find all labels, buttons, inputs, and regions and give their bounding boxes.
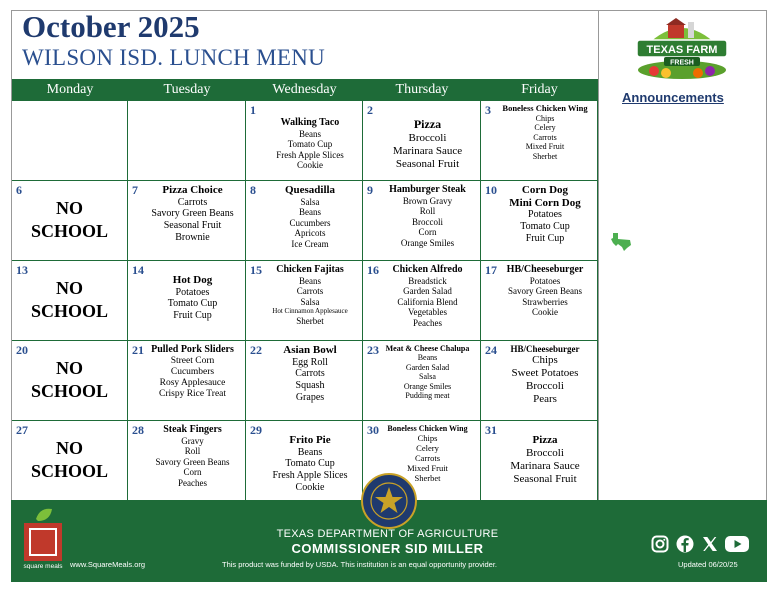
day-cell-29	[246, 421, 363, 501]
menu-item: Roll	[184, 446, 201, 457]
commissioner-name: COMMISSIONER SID MILLER	[291, 541, 484, 556]
day-cell-2	[363, 101, 481, 181]
menu-item: Strawberries	[522, 296, 568, 307]
day-cell-17	[481, 261, 598, 341]
menu-item: Pudding meat	[405, 390, 450, 400]
day-header-thursday: Thursday	[363, 79, 481, 101]
square-meals-text: square meals	[23, 563, 63, 569]
menu-item: Celery	[416, 443, 439, 454]
menu-item: Salsa	[300, 296, 320, 307]
menu-item: Corn	[418, 227, 437, 238]
menu-item: Crispy Rice Treat	[158, 389, 227, 400]
menu-item: Ice Cream	[291, 239, 329, 250]
menu-item: Carrots	[295, 368, 325, 380]
empty-day-cell	[128, 101, 246, 181]
day-cell-7	[128, 181, 246, 261]
entree-name: Chicken Alfredo	[392, 264, 463, 275]
day-number: 3	[485, 103, 491, 117]
menu-item: Beans	[299, 275, 321, 286]
menu-item: Seasonal Fruit	[513, 472, 577, 485]
menu-item: Pears	[533, 393, 557, 406]
menu-item: Seasonal Fruit	[163, 220, 222, 232]
menu-items	[495, 184, 595, 245]
day-number: 9	[367, 183, 373, 197]
day-number: 2	[367, 103, 373, 117]
department-seal	[361, 473, 417, 529]
menu-item: Fresh Apple Slices	[272, 470, 348, 482]
sidebar	[598, 11, 767, 501]
menu-item: Savory Green Beans	[508, 286, 582, 297]
texas-farm-fresh-logo	[632, 16, 732, 82]
no-school-label: NO SCHOOL	[30, 278, 109, 321]
menu-items	[142, 344, 243, 400]
entree-name: Pizza	[413, 117, 442, 131]
day-header-friday: Friday	[481, 79, 598, 101]
menu-items	[377, 344, 478, 400]
menu-items	[495, 344, 595, 406]
menu-item: Carrots	[296, 286, 324, 297]
day-number: 6	[16, 183, 22, 197]
day-number: 17	[485, 263, 497, 277]
menu-item: Egg Roll	[292, 356, 328, 368]
menu-item: Broccoli	[412, 216, 443, 227]
entree-name: Boneless Chicken Wing	[387, 424, 468, 433]
menu-item: Mixed Fruit	[525, 142, 565, 152]
menu-item: Broccoli	[526, 446, 564, 459]
menu-items	[142, 424, 243, 489]
menu-item: Grapes	[295, 392, 325, 404]
day-number: 30	[367, 423, 379, 437]
day-cell-23	[363, 341, 481, 421]
day-cell-1	[246, 101, 363, 181]
menu-item: Salsa	[419, 372, 436, 382]
day-cell-6	[12, 181, 128, 261]
menu-item: California Blend	[397, 296, 458, 307]
menu-item: Tomato Cup	[520, 221, 570, 233]
instagram-icon[interactable]	[651, 535, 669, 553]
menu-items	[260, 344, 360, 404]
entree-name: Chicken Fajitas	[276, 264, 344, 275]
menu-item: Sweet Potatoes	[511, 367, 579, 380]
day-cell-14	[128, 261, 246, 341]
menu-item: Brown Gravy	[402, 195, 453, 206]
day-number: 16	[367, 263, 379, 277]
entree-name: Steak Fingers	[163, 424, 222, 435]
day-number: 13	[16, 263, 28, 277]
menu-item: Potatoes	[528, 209, 562, 221]
menu-item: Breadstick	[408, 275, 447, 286]
website-link[interactable]: www.SquareMeals.org	[70, 560, 146, 569]
entree-name-alt: Mini Corn Dog	[509, 196, 581, 209]
menu-items	[142, 264, 243, 322]
day-number: 22	[250, 343, 262, 357]
menu-items	[377, 264, 478, 329]
menu-item: Chips	[532, 354, 558, 367]
entree-name: Quesadilla	[284, 184, 336, 196]
day-number: 15	[250, 263, 262, 277]
entree-name: HB/Cheeseburger	[506, 264, 584, 275]
menu-item: Fruit Cup	[173, 310, 212, 322]
logo-text: TEXAS FARM	[646, 44, 718, 56]
menu-item: Beans	[297, 446, 323, 458]
day-cell-15	[246, 261, 363, 341]
menu-item: Cucumbers	[170, 366, 215, 377]
day-number: 7	[132, 183, 138, 197]
menu-item: Savory Green Beans	[151, 208, 234, 220]
menu-item: Carrots	[533, 132, 557, 142]
menu-items	[377, 104, 478, 171]
page-title: October 2025	[22, 9, 200, 44]
menu-item: Gravy	[181, 435, 204, 446]
day-cell-20	[12, 341, 128, 421]
day-cell-8	[246, 181, 363, 261]
day-header-wednesday: Wednesday	[246, 79, 363, 101]
menu-item: Peaches	[413, 317, 442, 328]
entree-name: Pizza Choice	[162, 184, 223, 196]
entree-name: Corn Dog	[521, 184, 569, 196]
menu-item: Corn	[183, 467, 202, 478]
announcements-heading[interactable]: Announcements	[622, 90, 724, 105]
entree-name: Walking Taco	[280, 117, 340, 128]
menu-item: Fruit Cup	[525, 232, 565, 244]
menu-item: Roll	[419, 206, 436, 217]
menu-item: Peaches	[178, 477, 207, 488]
menu-items	[495, 264, 595, 318]
entree-name: Pulled Pork Sliders	[151, 344, 234, 355]
menu-items	[377, 184, 478, 249]
entree-name: HB/Cheeseburger	[510, 344, 580, 354]
day-cell-13	[12, 261, 128, 341]
entree-name: Asian Bowl	[283, 344, 337, 356]
day-cell-16	[363, 261, 481, 341]
menu-item: Garden Salad	[403, 286, 452, 297]
day-number: 10	[485, 183, 497, 197]
menu-item: Cookie	[295, 482, 325, 494]
menu-item: Beans	[299, 207, 321, 218]
empty-day-cell	[12, 101, 128, 181]
day-number: 29	[250, 423, 262, 437]
no-school-label: NO SCHOOL	[30, 358, 109, 401]
menu-item: Mixed Fruit	[407, 463, 448, 474]
day-cell-21	[128, 341, 246, 421]
menu-items	[260, 104, 360, 171]
menu-item: Marinara Sauce	[392, 144, 463, 157]
day-number: 1	[250, 103, 256, 117]
menu-item: Carrots	[177, 196, 208, 208]
day-number: 8	[250, 183, 256, 197]
menu-item: Sherbet	[296, 315, 324, 326]
menu-item: Carrots	[414, 453, 441, 464]
youtube-icon[interactable]	[724, 535, 750, 553]
day-cell-22	[246, 341, 363, 421]
menu-item: Beans	[299, 128, 321, 139]
entree-name: Hamburger Steak	[389, 184, 466, 195]
menu-item: Cucumbers	[289, 217, 331, 228]
menu-item: Tomato Cup	[167, 298, 218, 310]
x-icon[interactable]	[701, 535, 719, 553]
day-cell-28	[128, 421, 246, 501]
menu-item: Celery	[534, 123, 556, 133]
menu-item: Vegetables	[408, 307, 447, 318]
menu-item: Beans	[417, 353, 438, 363]
menu-item: Cookie	[532, 307, 558, 318]
day-number: 20	[16, 343, 28, 357]
day-number: 14	[132, 263, 144, 277]
day-number: 21	[132, 343, 144, 357]
day-cell-10	[481, 181, 598, 261]
menu-item: Hot Cinnamon Applesauce	[272, 307, 348, 316]
menu-items	[142, 184, 243, 244]
day-number: 24	[485, 343, 497, 357]
menu-item: Sherbet	[532, 151, 558, 161]
page-subtitle: WILSON ISD. LUNCH MENU	[22, 45, 326, 70]
menu-item: Broccoli	[526, 380, 564, 393]
menu-item: Potatoes	[529, 275, 561, 286]
menu-item: Fresh Apple Slices	[276, 149, 344, 160]
menu-item: Tomato Cup	[285, 458, 335, 470]
day-number: 27	[16, 423, 28, 437]
texas-icon	[610, 232, 632, 252]
entree-name: Boneless Chicken Wing	[502, 103, 588, 113]
entree-name: Pizza	[532, 434, 558, 446]
menu-items	[260, 424, 360, 494]
no-school-label: NO SCHOOL	[30, 438, 109, 481]
menu-item: Potatoes	[175, 286, 210, 298]
day-cell-3	[481, 101, 598, 181]
department-name: TEXAS DEPARTMENT OF AGRICULTURE	[276, 528, 499, 540]
logo-subtext: FRESH	[670, 59, 694, 67]
menu-item: Squash	[295, 380, 325, 392]
day-cell-31	[481, 421, 598, 501]
day-cell-27	[12, 421, 128, 501]
menu-item: Seasonal Fruit	[395, 157, 460, 170]
menu-item: Orange Smiles	[403, 381, 452, 391]
menu-item: Broccoli	[408, 131, 447, 144]
day-cell-9	[363, 181, 481, 261]
menu-item: Tomato Cup	[287, 139, 333, 150]
entree-name: Meat & Cheese Chalupa	[385, 344, 470, 353]
menu-items	[495, 424, 595, 486]
menu-item: Street Corn	[170, 355, 215, 366]
day-header-monday: Monday	[12, 79, 128, 101]
menu-item: Chips	[417, 433, 438, 444]
menu-items	[495, 104, 595, 161]
menu-item: Savory Green Beans	[155, 456, 230, 467]
menu-item: Brownie	[175, 232, 210, 244]
menu-item: Apricots	[294, 228, 326, 239]
menu-item: Rosy Applesauce	[159, 377, 226, 388]
day-number: 23	[367, 343, 379, 357]
no-school-label: NO SCHOOL	[30, 198, 109, 241]
menu-item: Salsa	[300, 196, 320, 207]
menu-item: Garden Salad	[405, 362, 450, 372]
menu-item: Sherbet	[414, 473, 441, 484]
menu-item: Orange Smiles	[400, 237, 455, 248]
facebook-icon[interactable]	[676, 535, 694, 553]
day-cell-24	[481, 341, 598, 421]
day-header-tuesday: Tuesday	[128, 79, 246, 101]
entree-name: Hot Dog	[172, 274, 213, 286]
entree-name: Frito Pie	[289, 434, 331, 446]
day-number: 31	[485, 423, 497, 437]
menu-item: Marinara Sauce	[510, 459, 580, 472]
menu-items	[260, 264, 360, 326]
funding-statement: This product was funded by USDA. This institution is an equal opportunity provider.	[222, 560, 498, 569]
menu-item: Cookie	[297, 160, 323, 171]
menu-items	[260, 184, 360, 250]
updated-date: Updated 06/20/25	[678, 560, 738, 569]
day-number: 28	[132, 423, 144, 437]
menu-item: Chips	[535, 113, 555, 123]
